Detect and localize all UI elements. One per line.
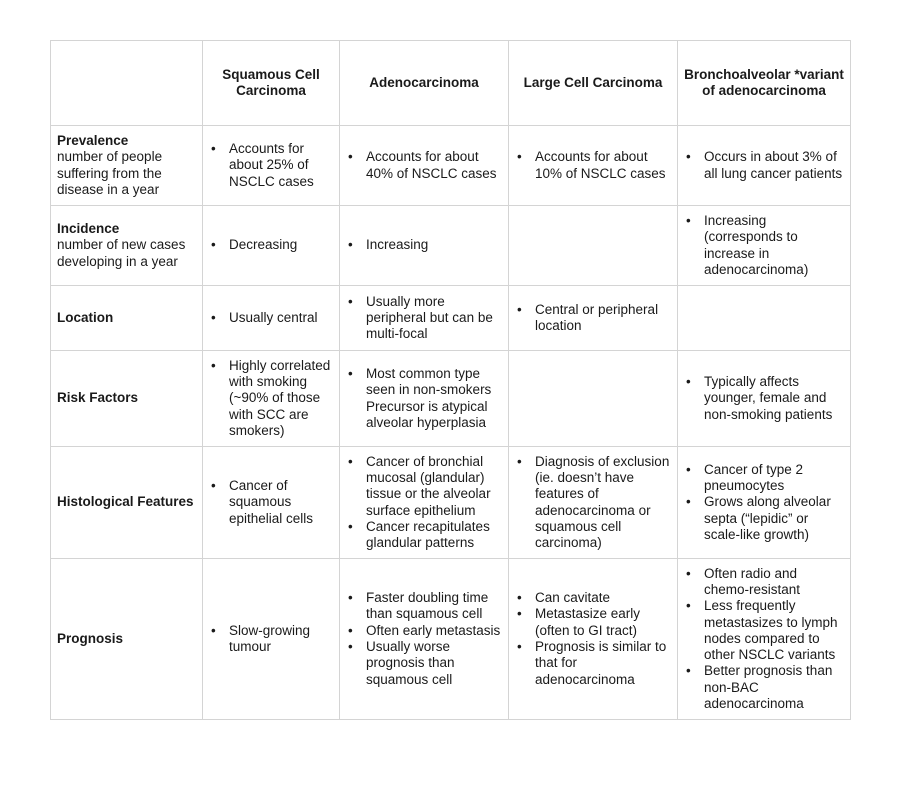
- bullet-item: • Usually central: [209, 310, 333, 326]
- bullet-list: [209, 358, 333, 439]
- bullet-item: • Increasing: [346, 237, 502, 253]
- bullet-list: [515, 590, 671, 688]
- cell-prevalence-bronchoalveolar: [678, 126, 851, 206]
- bullet-list: [209, 623, 333, 656]
- table-row: [51, 126, 851, 206]
- bullet-item: • Often early metastasis: [346, 623, 502, 639]
- bullet-list: [346, 366, 502, 431]
- row-title: Prognosis: [57, 630, 124, 646]
- table-row: [51, 351, 851, 447]
- bullet-item: • Diagnosis of exclusion (ie. doesn’t have features of adenocarcinoma or squamous cell carcinoma): [515, 454, 671, 552]
- bullet-list: [684, 374, 844, 423]
- cell-histological-features-squamous-cell: [203, 447, 340, 559]
- bullet-item: • Cancer of bronchial mucosal (glandular) tissue or the alveolar surface epithelium: [346, 454, 502, 519]
- cell-risk-factors-squamous-cell: [203, 351, 340, 447]
- row-header-histological-features: [51, 447, 203, 559]
- bullet-item: • Typically affects younger, female and non-smoking patients: [684, 374, 844, 423]
- bullet-item: • Most common type seen in non-smokers Precursor is atypical alveolar hyperplasia: [346, 366, 502, 431]
- table-body: [51, 126, 851, 720]
- row-header-prevalence: [51, 126, 203, 206]
- row-subtitle: number of new cases developing in a year: [57, 237, 186, 269]
- cell-location-adenocarcinoma: [340, 286, 509, 351]
- bullet-item: • Less frequently metastasizes to lymph nodes compared to other NSCLC variants: [684, 598, 844, 663]
- table-row: [51, 559, 851, 720]
- header-blank: [51, 41, 203, 126]
- bullet-item: • Accounts for about 40% of NSCLC cases: [346, 149, 502, 182]
- row-subtitle: number of people suffering from the disease in a year: [57, 149, 163, 197]
- bullet-item: • Metastasize early (often to GI tract): [515, 606, 671, 639]
- bullet-list: [346, 590, 502, 688]
- row-title: Incidence: [57, 221, 120, 237]
- row-header-prognosis: [51, 559, 203, 720]
- bullet-list: [346, 149, 502, 182]
- row-title: Prevalence: [57, 132, 129, 148]
- table-row: [51, 206, 851, 286]
- bullet-item: • Faster doubling time than squamous cell: [346, 590, 502, 623]
- bullet-item: • Accounts for about 25% of NSCLC cases: [209, 141, 333, 190]
- cell-prognosis-large-cell: [509, 559, 678, 720]
- bullet-list: [346, 454, 502, 552]
- bullet-list: [209, 478, 333, 527]
- bullet-item: • Cancer of squamous epithelial cells: [209, 478, 333, 527]
- cell-prognosis-adenocarcinoma: [340, 559, 509, 720]
- bullet-list: [209, 237, 333, 253]
- cell-prevalence-large-cell: [509, 126, 678, 206]
- cell-location-squamous-cell: [203, 286, 340, 351]
- bullet-list: [515, 302, 671, 335]
- header-row: [51, 41, 851, 126]
- row-header-incidence: [51, 206, 203, 286]
- row-title: Histological Features: [57, 494, 194, 510]
- bullet-list: [684, 213, 844, 278]
- row-header-location: [51, 286, 203, 351]
- bullet-item: • Usually worse prognosis than squamous cell: [346, 639, 502, 688]
- bullet-item: • Prognosis is similar to that for adenocarcinoma: [515, 639, 671, 688]
- cell-risk-factors-bronchoalveolar: [678, 351, 851, 447]
- bullet-item: • Slow-growing tumour: [209, 623, 333, 656]
- bullet-item: • Increasing (corresponds to increase in adenocarcinoma): [684, 213, 844, 278]
- bullet-item: • Usually more peripheral but can be multi-focal: [346, 294, 502, 343]
- cell-risk-factors-large-cell: [509, 351, 678, 447]
- bullet-item: • Can cavitate: [515, 590, 671, 606]
- cell-location-bronchoalveolar: [678, 286, 851, 351]
- header-bronchoalveolar: Bronchoalveolar *variant of adenocarcinoma: [678, 41, 851, 126]
- header-adenocarcinoma: Adenocarcinoma: [340, 41, 509, 126]
- cell-prevalence-adenocarcinoma: [340, 126, 509, 206]
- bullet-list: [684, 462, 844, 543]
- bullet-list: [346, 294, 502, 343]
- bullet-list: [515, 149, 671, 182]
- cell-incidence-adenocarcinoma: [340, 206, 509, 286]
- bullet-list: [515, 454, 671, 552]
- table-row: [51, 286, 851, 351]
- cell-location-large-cell: [509, 286, 678, 351]
- table-row: [51, 447, 851, 559]
- bullet-item: • Occurs in about 3% of all lung cancer patients: [684, 149, 844, 182]
- cell-risk-factors-adenocarcinoma: [340, 351, 509, 447]
- row-header-risk-factors: [51, 351, 203, 447]
- lung-cancer-comparison-table: [50, 40, 851, 720]
- cell-histological-features-adenocarcinoma: [340, 447, 509, 559]
- header-squamous-cell: Squamous Cell Carcinoma: [203, 41, 340, 126]
- cell-prognosis-bronchoalveolar: [678, 559, 851, 720]
- row-title: Risk Factors: [57, 390, 139, 406]
- bullet-list: [684, 149, 844, 182]
- cell-histological-features-large-cell: [509, 447, 678, 559]
- bullet-item: • Better prognosis than non-BAC adenocarcinoma: [684, 663, 844, 712]
- bullet-item: • Often radio and chemo-resistant: [684, 566, 844, 599]
- bullet-list: [346, 237, 502, 253]
- bullet-item: • Cancer of type 2 pneumocytes: [684, 462, 844, 495]
- bullet-item: • Decreasing: [209, 237, 333, 253]
- cell-histological-features-bronchoalveolar: [678, 447, 851, 559]
- row-title: Location: [57, 309, 114, 325]
- cell-prognosis-squamous-cell: [203, 559, 340, 720]
- cell-incidence-squamous-cell: [203, 206, 340, 286]
- header-large-cell: Large Cell Carcinoma: [509, 41, 678, 126]
- bullet-list: [684, 566, 844, 713]
- bullet-item: • Central or peripheral location: [515, 302, 671, 335]
- cell-incidence-large-cell: [509, 206, 678, 286]
- cell-prevalence-squamous-cell: [203, 126, 340, 206]
- bullet-list: [209, 141, 333, 190]
- bullet-item: • Highly correlated with smoking (~90% of those with SCC are smokers): [209, 358, 333, 439]
- bullet-item: • Cancer recapitulates glandular patterns: [346, 519, 502, 552]
- cell-incidence-bronchoalveolar: [678, 206, 851, 286]
- bullet-item: • Grows along alveolar septa (“lepidic” or scale-like growth): [684, 494, 844, 543]
- bullet-item: • Accounts for about 10% of NSCLC cases: [515, 149, 671, 182]
- bullet-list: [209, 310, 333, 326]
